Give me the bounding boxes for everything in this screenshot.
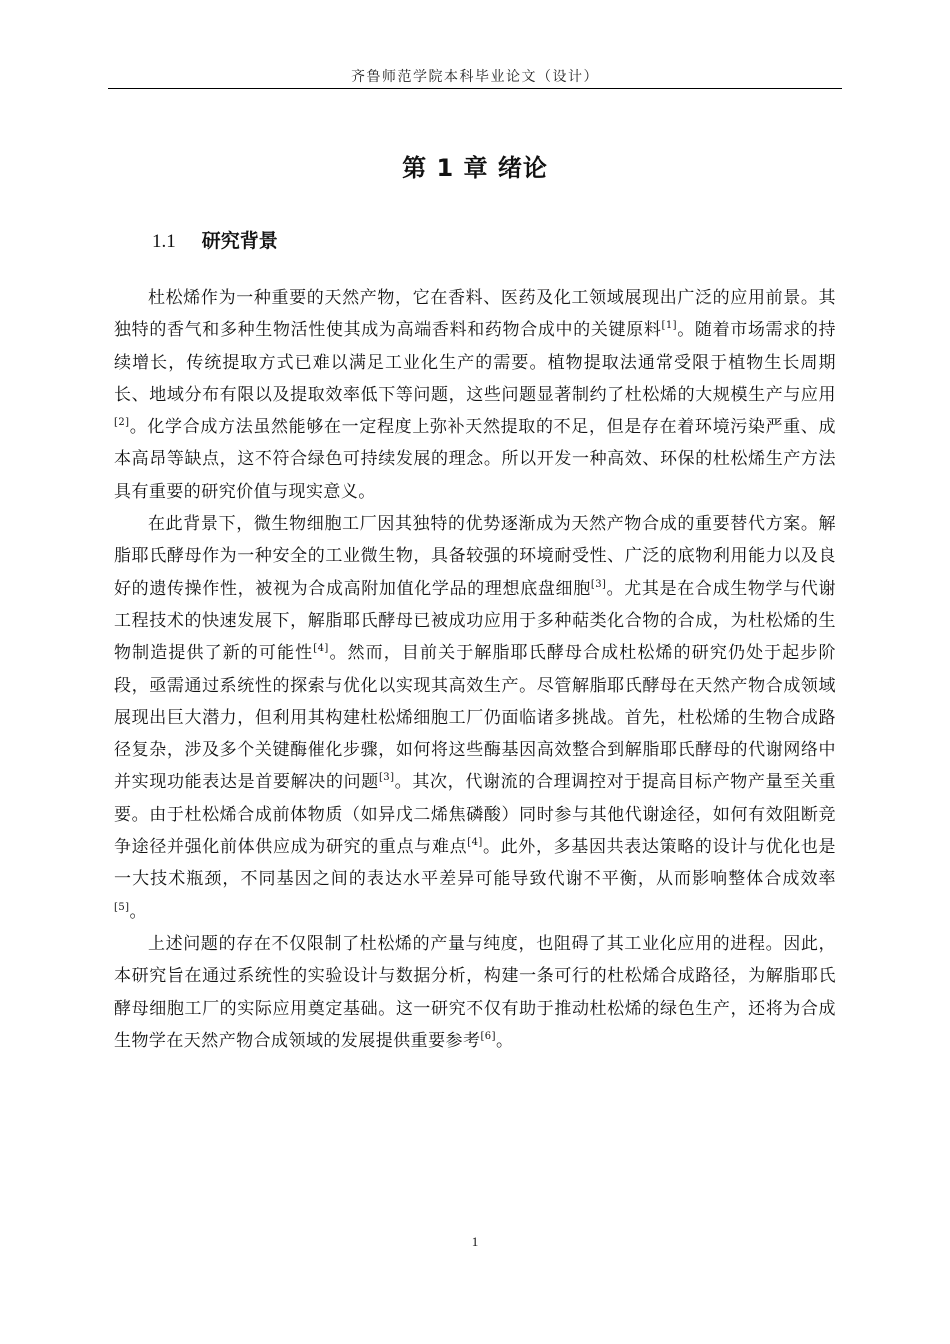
paragraph-text: 。 — [495, 1030, 514, 1051]
paragraph-text: 。其次，代谢流的合理调控对于提高目标产物产量至关重要。由于杜松烯合成前体物质（如异戊二烯焦磷酸）同时参与其他代谢途径，如何有效阻断竞争途径并强化前体供应成为研究的重点与难点 — [114, 772, 837, 858]
citation: [1] — [661, 320, 678, 332]
section-title: 研究背景 — [201, 230, 278, 252]
page-header: 齐鲁师范学院本科毕业论文（设计） — [351, 69, 599, 85]
paragraph-text: 。此外，多基因共表达策略的设计与优化也是一大技术瓶颈，不同基因之间的表达水平差异可能导致代谢不平衡，从而影响整体合成效率 — [114, 837, 837, 890]
body-text — [114, 282, 836, 1057]
section-heading — [152, 226, 278, 253]
paragraph-text: 在此背景下，微生物细胞工厂因其独特的优势逐渐成为天然产物合成的重要替代方案。解脂耶氏酵母作为一种安全的工业微生物，具备较强的环境耐受性、广泛的底物利用能力以及良好的遗传操作性，被视为合成高附加值化学品的理想底盘细胞 — [114, 514, 836, 599]
paragraph-1 — [114, 282, 836, 508]
page-number: 1 — [471, 1234, 479, 1249]
section-number: 1.1 — [152, 231, 176, 252]
paragraph-text: 。化学合成方法虽然能够在一定程度上弥补天然提取的不足，但是存在着环境污染严重、成本高昂等缺点，这不符合绿色可持续发展的理念。所以开发一种高效、环保的杜松烯生产方法具有重要的研究价值与现实意义。 — [114, 417, 836, 502]
paragraph-text: 。然而，目前关于解脂耶氏酵母合成杜松烯的研究仍处于起步阶段，亟需通过系统性的探索与优化以实现其高效生产。尽管解脂耶氏酵母在天然产物合成领域展现出巨大潜力，但利用其构建杜松烯细胞工厂仍面临诸多挑战。首先，杜松烯的生物合成路径复杂，涉及多个关键酶催化步骤，如何将这些酶基因高效整合到解脂耶氏酵母的代谢网络中并实现功能表达是首要解决的问题 — [114, 643, 836, 793]
header-rule — [108, 88, 842, 89]
citation: [4] — [467, 837, 483, 849]
paragraph-3 — [114, 928, 836, 1057]
citation: [6] — [480, 1030, 496, 1042]
citation: [3] — [378, 772, 395, 784]
paragraph-text: 。随着市场需求的持续增长，传统提取方式已难以满足工业化生产的需要。植物提取法通常受限于植物生长周期长、地域分布有限以及提取效率低下等问题，这些问题显著制约了杜松烯的大规模生产与应用 — [114, 320, 836, 405]
paragraph-text: 杜松烯作为一种重要的天然产物，它在香料、医药及化工领域展现出广泛的应用前景。其独特的香气和多种生物活性使其成为高端香料和药物合成中的关键原料 — [114, 288, 836, 341]
citation: [2] — [114, 417, 130, 429]
paragraph-text: 。尤其是在合成生物学与代谢工程技术的快速发展下，解脂耶氏酵母已被成功应用于多种萜类化合物的合成，为杜松烯的生物制造提供了新的可能性 — [114, 578, 836, 664]
paragraph-text: 。 — [129, 901, 147, 922]
paragraph-text: 上述问题的存在不仅限制了杜松烯的产量与纯度，也阻碍了其工业化应用的进程。因此，本研究旨在通过系统性的实验设计与数据分析，构建一条可行的杜松烯合成路径，为解脂耶氏酵母细胞工厂的实际应用奠定基础。这一研究不仅有助于推动杜松烯的绿色生产，还将为合成生物学在天然产物合成领域的发展提供重要参考 — [114, 933, 836, 1051]
chapter-title: 第 1 章 绪论 — [402, 154, 548, 182]
citation: [4] — [313, 643, 329, 655]
citation: [3] — [590, 578, 607, 590]
paragraph-2 — [114, 508, 836, 928]
citation: [5] — [114, 901, 130, 913]
